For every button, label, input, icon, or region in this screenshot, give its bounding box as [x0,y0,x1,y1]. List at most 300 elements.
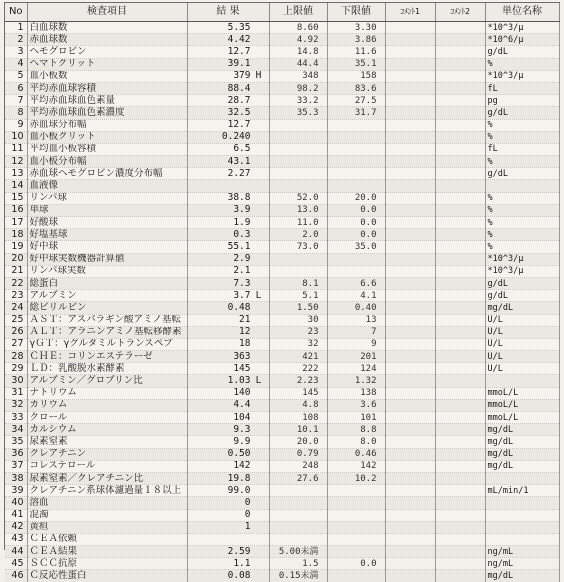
row-number: 22 [5,277,27,289]
upper-limit [269,521,327,533]
comment-1 [385,558,435,570]
row-number: 34 [5,424,27,436]
comment-2 [435,241,485,253]
table-row [5,338,559,350]
lower-limit: 124 [327,363,385,375]
result-value: 18 [239,338,251,350]
comment-1 [385,460,435,472]
unit: % [485,119,559,131]
unit [485,472,559,484]
result-cell [187,22,269,34]
result-flag [251,571,267,581]
row-number: 45 [5,558,27,570]
result-cell [187,265,269,277]
unit: g/dL [485,277,559,289]
table-row [5,448,559,460]
result-flag [251,23,267,33]
comment-2 [435,533,485,545]
test-name: ＡＳＴ：アスパラギン酸アミノ基転 [27,314,187,326]
test-name: 好酸球 [27,217,187,229]
lower-limit: 3.30 [327,22,385,34]
lower-limit: 0.0 [327,558,385,570]
test-name: クレアチニン [27,448,187,460]
result-flag [251,486,267,496]
result-value: 0.08 [227,570,251,582]
comment-1 [385,95,435,107]
comment-2 [435,34,485,46]
unit: ng/mL [485,546,559,558]
test-name: 血液像 [27,180,187,192]
result-cell [187,180,269,192]
row-number: 14 [5,180,27,192]
upper-limit: 5.00未満 [269,546,327,558]
row-number: 46 [5,570,27,582]
result-flag [251,47,267,57]
result-value: 12 [239,326,251,338]
row-number: 23 [5,290,27,302]
header-lower-limit: 下限値 [327,3,385,22]
comment-2 [435,253,485,265]
comment-2 [435,485,485,497]
result-flag [251,218,267,228]
result-value: 0 [244,496,251,508]
lower-limit: 11.6 [327,46,385,58]
lower-limit: 138 [327,387,385,399]
row-number: 27 [5,338,27,350]
result-value: 43.1 [227,155,251,167]
comment-1 [385,472,435,484]
table-row [5,143,559,155]
comment-2 [435,521,485,533]
table-row [5,290,559,302]
comment-2 [435,95,485,107]
row-number: 20 [5,253,27,265]
result-cell [187,229,269,241]
result-flag [251,510,267,520]
test-name: リンパ球実数 [27,265,187,277]
upper-limit: 35.3 [269,107,327,119]
comment-2 [435,509,485,521]
unit: fL [485,143,559,155]
row-number: 28 [5,351,27,363]
test-name: 黄疸 [27,521,187,533]
upper-limit [269,180,327,192]
comment-1 [385,290,435,302]
result-cell [187,570,269,582]
result-flag [251,169,267,179]
upper-limit [269,485,327,497]
test-name: 平均赤血球容積 [27,82,187,94]
comment-1 [385,58,435,70]
result-value: 39.1 [227,58,251,70]
upper-limit: 30 [269,314,327,326]
result-value: 5.35 [227,21,251,33]
comment-2 [435,436,485,448]
comment-1 [385,399,435,411]
test-name: ＣＥＡ依頼 [27,533,187,545]
table-row [5,558,559,570]
test-name: 溶血 [27,497,187,509]
comment-2 [435,399,485,411]
upper-limit: 8.60 [269,22,327,34]
upper-limit: 4.8 [269,399,327,411]
result-flag [251,474,267,484]
table-row [5,168,559,180]
comment-2 [435,168,485,180]
upper-limit: 348 [269,70,327,82]
comment-2 [435,143,485,155]
unit [485,180,559,192]
unit: % [485,156,559,168]
result-cell [187,448,269,460]
result-value: 19.8 [227,472,251,484]
result-flag [251,352,267,362]
unit: % [485,217,559,229]
result-cell [187,521,269,533]
table-row [5,46,559,58]
result-cell [187,533,269,545]
lower-limit: 201 [327,351,385,363]
unit: *10^3/μ [485,22,559,34]
comment-1 [385,302,435,314]
test-name: 平均血小板容積 [27,143,187,155]
unit: U/L [485,326,559,338]
comment-1 [385,204,435,216]
comment-1 [385,168,435,180]
table-row [5,570,559,582]
lower-limit: 27.5 [327,95,385,107]
row-number: 24 [5,302,27,314]
result-flag: L [255,289,262,301]
test-name: アルブミン／グロブリン比 [27,375,187,387]
lower-limit: 3.6 [327,399,385,411]
result-flag [251,108,267,118]
unit [485,533,559,545]
table-row [5,265,559,277]
table-body [5,22,559,582]
comment-2 [435,107,485,119]
lower-limit: 20.0 [327,192,385,204]
test-name: ヘマトクリット [27,58,187,70]
comment-2 [435,217,485,229]
unit: U/L [485,338,559,350]
table-row [5,314,559,326]
comment-1 [385,217,435,229]
row-number: 13 [5,168,27,180]
comment-1 [385,448,435,460]
result-cell [187,558,269,570]
test-name: クロール [27,412,187,424]
result-flag [251,461,267,471]
row-number: 33 [5,412,27,424]
result-flag [251,413,267,423]
comment-1 [385,70,435,82]
result-value: 142 [233,460,251,472]
comment-2 [435,156,485,168]
result-flag [251,84,267,94]
lower-limit: 10.2 [327,472,385,484]
comment-2 [435,472,485,484]
result-cell [187,119,269,131]
lower-limit [327,497,385,509]
comment-2 [435,497,485,509]
unit: *10^6/μ [485,34,559,46]
result-cell [187,338,269,350]
lower-limit: 35.0 [327,241,385,253]
result-value: 7.3 [233,277,251,289]
comment-2 [435,363,485,375]
comment-2 [435,82,485,94]
result-flag [251,388,267,398]
table-row [5,229,559,241]
unit: *10^3/μ [485,265,559,277]
comment-2 [435,375,485,387]
comment-1 [385,533,435,545]
upper-limit: 5.1 [269,290,327,302]
result-flag [251,230,267,240]
comment-1 [385,363,435,375]
comment-1 [385,192,435,204]
comment-1 [385,509,435,521]
upper-limit: 20.0 [269,436,327,448]
result-cell [187,387,269,399]
upper-limit: 1.5 [269,558,327,570]
lower-limit [327,119,385,131]
upper-limit [269,119,327,131]
table-row [5,58,559,70]
test-name: アルブミン [27,290,187,302]
result-cell [187,314,269,326]
result-cell [187,253,269,265]
result-cell [187,472,269,484]
row-number: 16 [5,204,27,216]
header-upper-limit: 上限値 [269,3,327,22]
table-row [5,95,559,107]
result-flag [251,254,267,264]
table-row [5,351,559,363]
result-value: 3.7 [233,289,251,301]
comment-1 [385,375,435,387]
row-number: 26 [5,326,27,338]
unit: % [485,58,559,70]
upper-limit: 2.23 [269,375,327,387]
table-row [5,241,559,253]
comment-1 [385,436,435,448]
comment-2 [435,460,485,472]
unit: U/L [485,351,559,363]
comment-1 [385,387,435,399]
result-value: 4.4 [233,399,251,411]
test-name: 血小板数 [27,70,187,82]
comment-2 [435,180,485,192]
unit: U/L [485,314,559,326]
comment-2 [435,338,485,350]
result-flag [251,437,267,447]
comment-2 [435,22,485,34]
test-name: ＣＨＥ：コリンエステラーゼ [27,351,187,363]
result-value: 55.1 [227,240,251,252]
row-number: 29 [5,363,27,375]
test-name: コレステロール [27,460,187,472]
result-value: 2.1 [233,265,251,277]
result-value: 2.9 [233,253,251,265]
test-name: ナトリウム [27,387,187,399]
lower-limit [327,485,385,497]
comment-2 [435,204,485,216]
test-name: 平均赤血球血色素量 [27,95,187,107]
test-name: 好中球 [27,241,187,253]
test-name: クレアチニン系球体濾過量１８以上 [27,485,187,497]
comment-2 [435,277,485,289]
unit: % [485,192,559,204]
row-number: 10 [5,131,27,143]
comment-1 [385,253,435,265]
result-value: 140 [233,387,251,399]
comment-2 [435,119,485,131]
table-row [5,497,559,509]
lower-limit [327,521,385,533]
row-number: 42 [5,521,27,533]
result-value: 0 [244,509,251,521]
result-value: 0.48 [227,301,251,313]
result-cell [187,34,269,46]
result-flag [251,59,267,69]
comment-1 [385,131,435,143]
result-cell [187,351,269,363]
header-result: 結 果 [187,3,269,22]
test-name: ＬＤ：乳酸脱水素酵素 [27,363,187,375]
table-row [5,436,559,448]
comment-2 [435,326,485,338]
comment-1 [385,119,435,131]
test-name: カルシウム [27,424,187,436]
upper-limit: 0.15未満 [269,570,327,582]
comment-2 [435,131,485,143]
table-row [5,485,559,497]
unit: mmoL/L [485,387,559,399]
comment-2 [435,192,485,204]
row-number: 6 [5,82,27,94]
result-value: 363 [233,350,251,362]
result-cell [187,241,269,253]
comment-2 [435,314,485,326]
upper-limit: 52.0 [269,192,327,204]
row-number: 32 [5,399,27,411]
result-flag [251,157,267,167]
header-no: No [5,3,27,22]
row-number: 3 [5,46,27,58]
result-cell [187,326,269,338]
test-name: 総ビリルビン [27,302,187,314]
upper-limit [269,533,327,545]
result-value: 6.5 [233,143,251,155]
result-cell [187,277,269,289]
row-number: 38 [5,472,27,484]
result-cell [187,95,269,107]
comment-1 [385,424,435,436]
upper-limit [269,265,327,277]
result-value: 379 [233,70,251,82]
unit: g/dL [485,168,559,180]
comment-1 [385,338,435,350]
row-number: 43 [5,533,27,545]
upper-limit: 421 [269,351,327,363]
upper-limit: 248 [269,460,327,472]
result-flag [251,266,267,276]
comment-2 [435,351,485,363]
lab-results-table [5,3,560,582]
result-flag [251,364,267,374]
result-cell [187,399,269,411]
result-cell [187,375,269,387]
comment-2 [435,46,485,58]
table-row [5,399,559,411]
comment-1 [385,485,435,497]
comment-1 [385,180,435,192]
result-cell [187,497,269,509]
table-row [5,533,559,545]
table-row [5,217,559,229]
lower-limit: 31.7 [327,107,385,119]
comment-1 [385,156,435,168]
test-name: ＡＬＴ：アラニンアミノ基転移酵素 [27,326,187,338]
lower-limit: 142 [327,460,385,472]
comment-1 [385,22,435,34]
test-name: 尿素窒素 [27,436,187,448]
test-name: 血小板分布幅 [27,156,187,168]
upper-limit: 145 [269,387,327,399]
upper-limit [269,131,327,143]
unit: % [485,204,559,216]
result-value: 0.3 [233,228,251,240]
result-cell [187,485,269,497]
comment-1 [385,46,435,58]
comment-1 [385,326,435,338]
result-flag [251,559,267,569]
unit: mg/dL [485,436,559,448]
result-flag [251,449,267,459]
test-name: 血小板クリット [27,131,187,143]
result-flag: L [255,375,262,387]
comment-1 [385,82,435,94]
comment-1 [385,34,435,46]
result-flag [251,425,267,435]
row-number: 35 [5,436,27,448]
lower-limit [327,168,385,180]
comment-2 [435,448,485,460]
upper-limit: 8.1 [269,277,327,289]
row-number: 19 [5,241,27,253]
result-value: 9.9 [233,435,251,447]
table-row [5,363,559,375]
result-value: 3.9 [233,204,251,216]
comment-1 [385,107,435,119]
result-cell [187,363,269,375]
row-number: 2 [5,34,27,46]
comment-2 [435,58,485,70]
lower-limit: 0.0 [327,204,385,216]
lower-limit: 0.0 [327,217,385,229]
lower-limit: 35.1 [327,58,385,70]
test-name: 赤血球数 [27,34,187,46]
result-value: 1.03 [227,375,251,387]
row-number: 31 [5,387,27,399]
lower-limit: 8.0 [327,436,385,448]
table-row [5,521,559,533]
upper-limit: 73.0 [269,241,327,253]
unit: mg/dL [485,460,559,472]
result-flag [251,339,267,349]
